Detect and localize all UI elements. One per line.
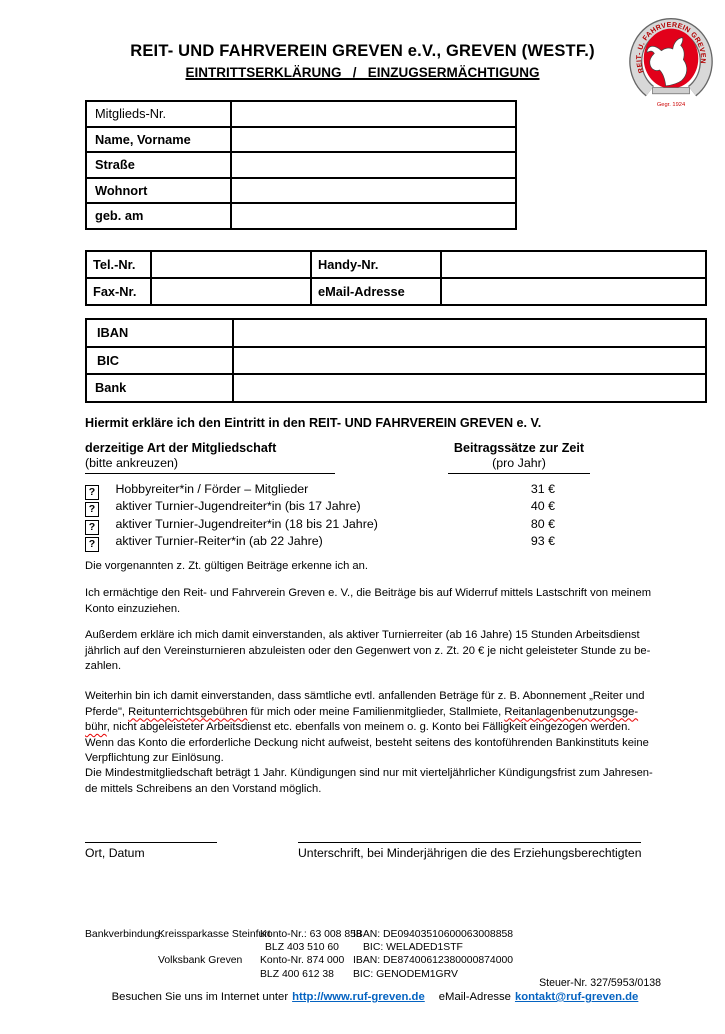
signature-line[interactable] (85, 842, 217, 843)
birthdate-field[interactable] (231, 203, 516, 229)
paragraph-line: Die vorgenannten z. Zt. gültigen Beiträge erkenne ich an. (85, 560, 368, 572)
horseshoe-horse-logo-icon (627, 16, 715, 110)
paragraph-line: Wenn das Konto die erforderliche Deckung nicht aufweist, besteht seitens des kontoführenden Bankinstituts keine (85, 736, 649, 749)
city-field[interactable] (231, 178, 516, 204)
signature-place-date-label: Ort, Datum (85, 846, 145, 860)
member-number-label: Mitglieds-Nr. (86, 101, 231, 127)
paragraph-work-service (85, 628, 650, 675)
iban-value: IBAN: DE09403510600063008858 (353, 929, 514, 940)
bank-detail-row (85, 928, 705, 941)
paragraph-minimum-membership (85, 766, 653, 797)
membership-checkbox[interactable]: ? (85, 502, 99, 517)
membership-option-row (85, 498, 705, 515)
account-number: Konto-Nr. 874 000 (260, 955, 345, 967)
table-row (86, 101, 516, 127)
membership-option-price: 80 € (530, 516, 555, 531)
name-label: Name, Vorname (86, 127, 231, 153)
club-logo (627, 16, 715, 110)
paragraph-line: Ich ermächtige den Reit- und Fahrverein Greven e. V., die Beiträge bis auf Widerruf mittels Lastschrift von meinem (85, 587, 652, 599)
membership-option-row (85, 533, 705, 550)
table-row (86, 127, 516, 153)
fax-field[interactable] (151, 278, 311, 305)
membership-option-row (85, 481, 705, 498)
bank-connection-label: Bankverbindung: (85, 929, 163, 940)
email-link[interactable]: kontakt@ruf-greven.de (514, 991, 639, 1003)
paragraph-text: Pferde", (85, 705, 129, 718)
name-field[interactable] (231, 127, 516, 153)
phone-field[interactable] (151, 251, 311, 278)
table-row (86, 319, 706, 347)
bic-field[interactable] (233, 347, 706, 375)
entry-declaration: Hiermit erkläre ich den Eintritt in den REIT- UND FAHRVEREIN GREVEN e. V. (85, 416, 542, 430)
spellcheck-marked-word: Reitanlagenbenutzungsge- (504, 705, 639, 718)
bank-detail-row (85, 941, 705, 954)
page-title: REIT- UND FAHRVEREIN GREVEN e.V., GREVEN (WESTF.) (130, 42, 595, 60)
paragraph-direct-debit (85, 586, 651, 617)
spellcheck-marked-word: bühr (85, 721, 107, 734)
membership-type-header (85, 441, 335, 474)
fees-hint: (pro Jahr) (448, 456, 590, 474)
membership-option-price: 31 € (530, 482, 555, 496)
paragraph-line: jährlich auf den Vereinsturnieren abzuleisten oder den Gegenwert von z. Zt. 20 € je nicht geleisteter Stunde zu be- (85, 644, 651, 657)
phone-label: Tel.-Nr. (86, 251, 151, 278)
table-row (86, 278, 706, 305)
bank-field[interactable] (233, 374, 706, 402)
street-field[interactable] (231, 152, 516, 178)
paragraph-line: de mittels Schreibens an den Vorstand möglich. (85, 782, 322, 795)
fax-label: Fax-Nr. (86, 278, 151, 305)
bank-account-table (85, 318, 707, 403)
membership-option-label: aktiver Turnier-Jugendreiter*in (18 bis 21 Jahre) (115, 516, 378, 531)
membership-type-hint: (bitte ankreuzen) (85, 456, 335, 474)
mobile-label: Handy-Nr. (311, 251, 441, 278)
paragraph-line: Außerdem erkläre ich mich damit einverstanden, als aktiver Turnierreiter (ab 16 Jahre) 15 Stunden Arbeitsdienst (85, 629, 640, 641)
signature-label: Unterschrift, bei Minderjährigen die des Erziehungsberechtigten (298, 846, 642, 860)
iban-field[interactable] (233, 319, 706, 347)
membership-option-row (85, 516, 705, 533)
paragraph-line (85, 720, 649, 736)
bank-label: Bank (86, 374, 233, 402)
table-row (86, 203, 516, 229)
membership-type-title: derzeitige Art der Mitgliedschaft (85, 441, 277, 455)
logo-ring-text: REIT- U. FAHRVEREIN GREVEN (636, 21, 707, 74)
signature-line[interactable] (298, 842, 641, 843)
contact-table (85, 250, 707, 306)
paragraph-line: Verpflichtung zur Einlösung. (85, 752, 224, 765)
blz-number: BLZ 403 510 60 (265, 942, 339, 954)
page-subtitle: EINTRITTSERKLÄRUNG / EINZUGSERMÄCHTIGUNG (185, 65, 540, 80)
bank-name: Kreissparkasse Steinfurt (158, 929, 271, 940)
paragraph-fees-acknowledgement (85, 559, 368, 575)
mobile-field[interactable] (441, 251, 706, 278)
membership-option-label: aktiver Turnier-Reiter*in (ab 22 Jahre) (115, 533, 323, 548)
visit-prefix-text: Besuchen Sie uns im Internet unter (111, 991, 289, 1003)
tax-number: Steuer-Nr. 327/5953/0138 (539, 977, 661, 989)
website-link[interactable]: http://www.ruf-greven.de (292, 991, 425, 1003)
membership-options (85, 481, 705, 550)
logo-founded-text: Gegr. 1924 (656, 102, 686, 109)
footer-bank-details (85, 928, 705, 981)
iban-label: IBAN (86, 319, 233, 347)
table-row (86, 178, 516, 204)
paragraph-text: , nicht abgeleisteter Arbeitsdienst etc. ebenfalls von meinem o. g. Konto bei Fälligkeit eingezogen werden. (106, 721, 631, 734)
paragraph-additional-charges (85, 689, 649, 767)
paragraph-line: Weiterhin bin ich damit einverstanden, dass sämtliche evtl. anfallenden Beträge für z. B. Abonnement „Reiter und (85, 690, 645, 702)
table-row (86, 251, 706, 278)
spellcheck-marked-word: Reitunterrichtsgebühren (128, 705, 248, 718)
bic-value: BIC: WELADED1STF (363, 942, 463, 954)
birthdate-label: geb. am (86, 203, 231, 229)
signature-place-date (85, 842, 217, 860)
membership-option-price: 40 € (530, 499, 555, 514)
paragraph-line (85, 705, 649, 721)
fees-header (448, 441, 590, 474)
paragraph-line: zahlen. (85, 660, 122, 673)
email-prefix-text: eMail-Adresse (438, 991, 511, 1003)
membership-checkbox[interactable]: ? (85, 485, 99, 500)
street-label: Straße (86, 152, 231, 178)
membership-option-price: 93 € (530, 533, 555, 548)
table-row (86, 374, 706, 402)
bic-value: BIC: GENODEM1GRV (353, 968, 458, 980)
signature-block (298, 842, 641, 860)
email-label: eMail-Adresse (311, 278, 441, 305)
member-info-table (85, 100, 517, 230)
fees-title: Beitragssätze zur Zeit (453, 441, 585, 455)
member-number-field[interactable] (231, 101, 516, 127)
bic-label: BIC (86, 347, 233, 375)
iban-value: IBAN: DE87400612380000874000 (353, 955, 514, 967)
bank-name: Volksbank Greven (158, 955, 243, 967)
membership-checkbox[interactable]: ? (85, 520, 99, 535)
blz-number: BLZ 400 612 38 (260, 968, 334, 980)
paragraph-text: für mich oder meine Familienmitglieder, Stallmiete, (247, 705, 505, 718)
table-row (86, 152, 516, 178)
city-label: Wohnort (86, 178, 231, 204)
account-number: Konto-Nr.: 63 008 858 (260, 929, 362, 940)
table-row (86, 347, 706, 375)
membership-option-label: Hobbyreiter*in / Förder – Mitglieder (115, 482, 309, 496)
paragraph-line: Die Mindestmitgliedschaft beträgt 1 Jahr. Kündigungen sind nur mit vierteljährlicher Kündigungsfrist zum Jahresen- (85, 767, 653, 779)
membership-checkbox[interactable]: ? (85, 537, 99, 552)
bank-detail-row (85, 954, 705, 967)
footer-links-line (85, 991, 665, 1003)
membership-option-label: aktiver Turnier-Jugendreiter*in (bis 17 Jahre) (115, 499, 361, 514)
paragraph-line: Konto einzuziehen. (85, 602, 181, 615)
email-field[interactable] (441, 278, 706, 305)
